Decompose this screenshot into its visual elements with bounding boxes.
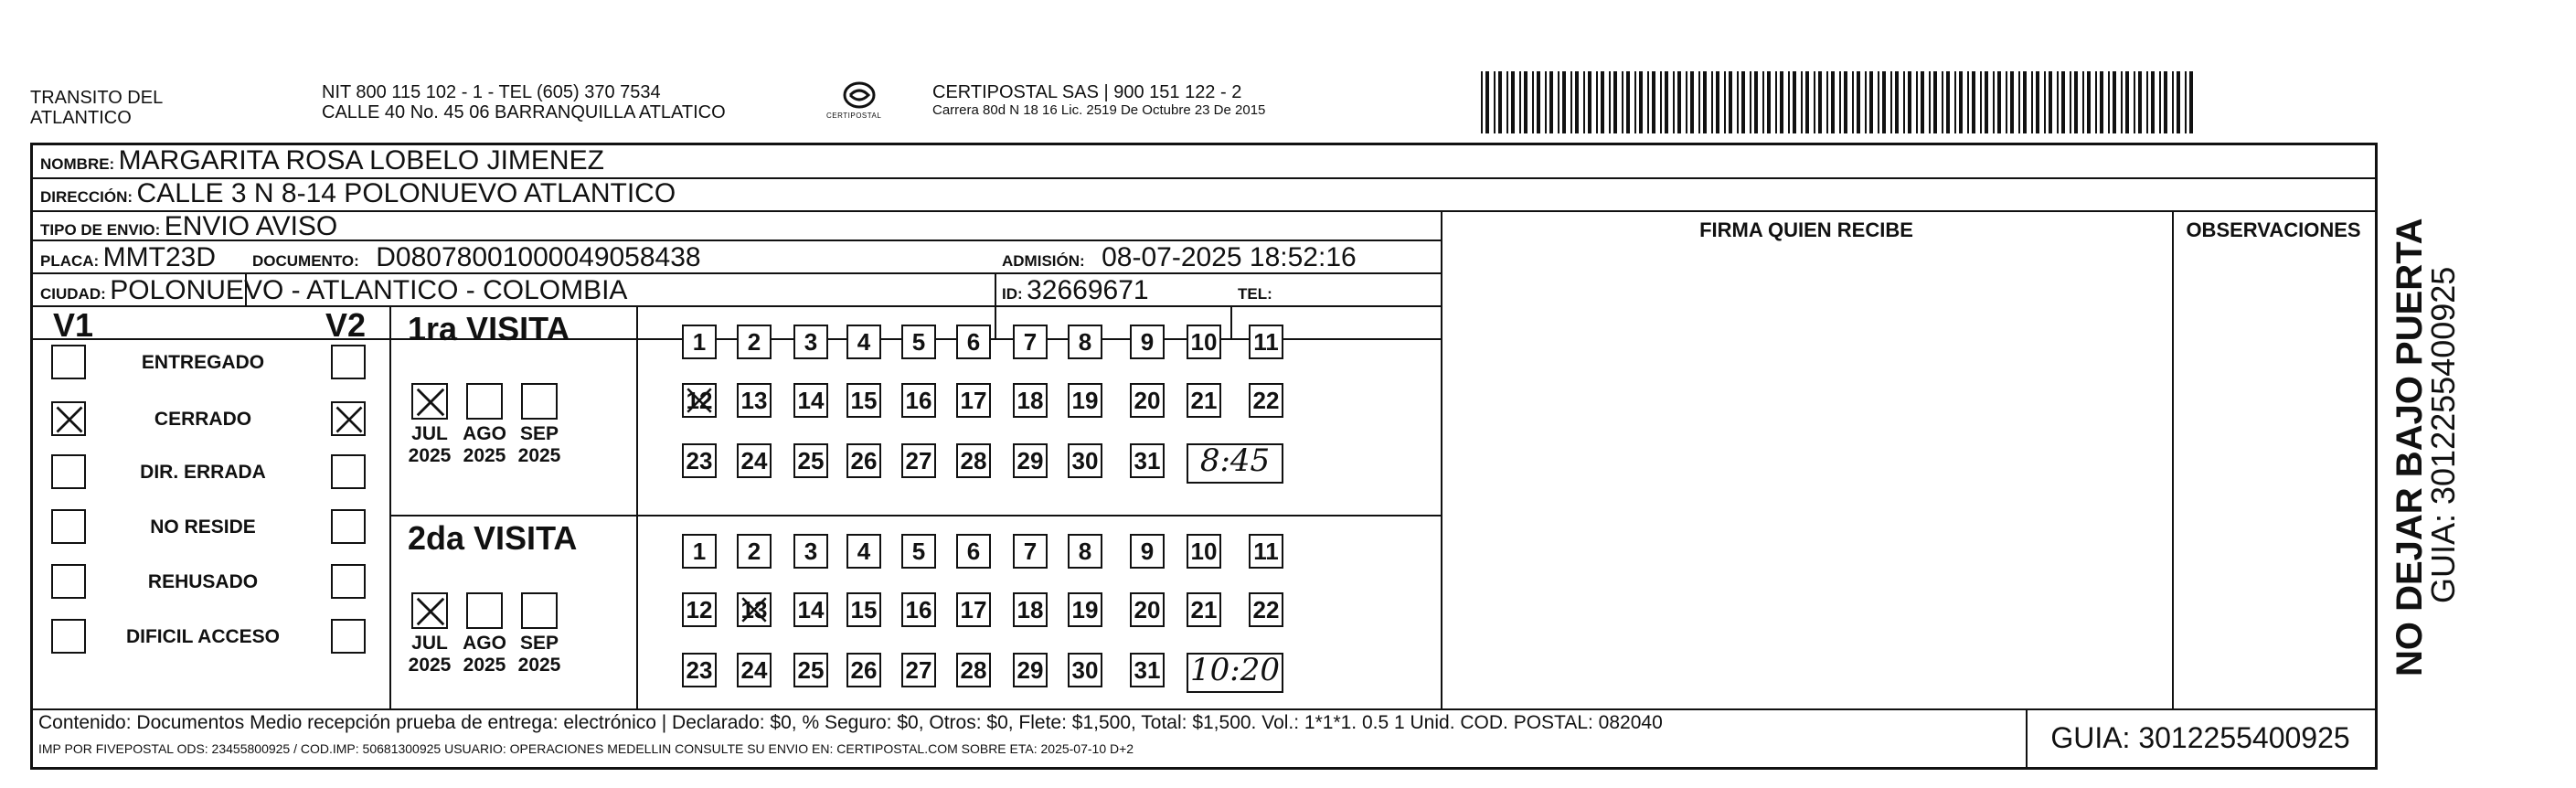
day-number: 10 <box>1190 538 1218 565</box>
handwritten-time: 8:45 <box>1199 442 1271 479</box>
day-number: 26 <box>850 656 878 684</box>
v2-checkbox-2[interactable] <box>331 454 366 489</box>
day-box[interactable] <box>793 383 828 418</box>
day-box[interactable] <box>846 592 881 627</box>
day-box[interactable] <box>901 653 936 687</box>
tipo-value: ENVIO AVISO <box>164 211 338 241</box>
day-number: 15 <box>850 387 878 414</box>
day-number: 24 <box>740 447 768 474</box>
day-number: 24 <box>740 656 768 684</box>
logo-icon <box>823 79 896 130</box>
day-number: 22 <box>1252 387 1280 414</box>
day-box[interactable] <box>737 592 772 627</box>
month-label <box>514 633 565 676</box>
day-box[interactable] <box>1068 443 1102 478</box>
day-box[interactable] <box>737 534 772 569</box>
day-number: 9 <box>1140 328 1155 356</box>
day-number: 7 <box>1023 538 1038 565</box>
day-number: 8 <box>1078 538 1092 565</box>
day-box[interactable] <box>901 534 936 569</box>
day-box[interactable] <box>846 443 881 478</box>
day-number: 12 <box>686 596 713 623</box>
day-box[interactable] <box>1013 653 1048 687</box>
day-box[interactable] <box>737 443 772 478</box>
month-checkbox[interactable] <box>521 592 558 629</box>
day-number: 30 <box>1071 447 1099 474</box>
day-number: 28 <box>960 447 987 474</box>
v2-checkbox-4[interactable] <box>331 564 366 599</box>
day-number: 21 <box>1190 596 1218 623</box>
month-year: 2025 <box>517 445 561 466</box>
month-label <box>459 423 510 467</box>
day-box[interactable] <box>956 383 991 418</box>
month-checkbox[interactable] <box>466 383 503 420</box>
address-line: CALLE 40 No. 45 06 BARRANQUILLA ATLATICO <box>322 102 726 122</box>
day-box[interactable] <box>1013 325 1048 359</box>
firma-header: FIRMA QUIEN RECIBE <box>1699 218 1913 241</box>
day-box[interactable] <box>846 325 881 359</box>
day-number: 15 <box>850 596 878 623</box>
day-number: 19 <box>1071 387 1099 414</box>
month-year: 2025 <box>408 445 452 466</box>
day-box[interactable] <box>846 383 881 418</box>
day-box[interactable] <box>1249 325 1283 359</box>
id-value: 32669671 <box>1027 275 1149 305</box>
day-box[interactable] <box>1187 325 1221 359</box>
observaciones-header: OBSERVACIONES <box>2186 218 2361 241</box>
day-number: 31 <box>1134 447 1161 474</box>
day-number: 6 <box>966 328 981 356</box>
handwritten-time-box[interactable] <box>1187 443 1283 484</box>
month-name: JUL <box>411 633 448 654</box>
x-mark-icon <box>53 403 86 436</box>
ciudad-value: POLONUEVO - ATLANTICO - COLOMBIA <box>110 275 628 305</box>
tipo-label: TIPO DE ENVIO: <box>40 221 161 239</box>
month-year: 2025 <box>408 655 452 676</box>
day-box[interactable] <box>901 325 936 359</box>
admision-value: 08-07-2025 18:52:16 <box>1102 242 1357 272</box>
day-number: 1 <box>692 538 707 565</box>
documento-field <box>252 242 701 273</box>
placa-value: MMT23D <box>102 242 217 272</box>
direccion-row <box>40 178 676 209</box>
day-number: 14 <box>797 387 825 414</box>
day-number: 3 <box>804 328 818 356</box>
month-label <box>404 423 455 467</box>
month-checkbox[interactable] <box>521 383 558 420</box>
day-box[interactable] <box>1068 534 1102 569</box>
courier-info <box>932 82 1265 119</box>
v1-checkbox-4[interactable] <box>51 564 86 599</box>
logo-caption: CERTIPOSTAL <box>826 112 882 120</box>
footer-content-line: Contenido: Documentos Medio recepción prueba de entrega: electrónico | Declarado: $0, % Seguro: $0, Otros: $0, Flete: $1,500, Total: $1,500. Vol.: 1*1*1. 0.5 1 Unid. COD. POSTAL: 082040 <box>38 712 1663 733</box>
day-box[interactable] <box>1249 592 1283 627</box>
day-number: 9 <box>1140 538 1155 565</box>
day-number: 11 <box>1253 538 1279 565</box>
day-box[interactable] <box>1187 534 1221 569</box>
day-number: 27 <box>905 656 932 684</box>
nombre-row <box>40 145 604 176</box>
day-number: 25 <box>797 656 825 684</box>
tel-label: TEL: <box>1238 285 1272 303</box>
admision-label: ADMISIÓN: <box>1002 252 1085 270</box>
org-contact <box>322 82 726 122</box>
status-option-label: NO RESIDE <box>150 516 256 538</box>
day-box[interactable] <box>1187 383 1221 418</box>
placa-row <box>40 242 216 273</box>
day-box[interactable] <box>1068 383 1102 418</box>
day-number: 25 <box>797 447 825 474</box>
nombre-value: MARGARITA ROSA LOBELO JIMENEZ <box>118 145 604 176</box>
day-number: 20 <box>1134 387 1161 414</box>
day-box[interactable] <box>682 443 717 478</box>
day-number: 14 <box>797 596 825 623</box>
handwritten-time-box[interactable] <box>1187 653 1283 693</box>
certipostal-logo <box>823 79 896 130</box>
day-box[interactable] <box>682 534 717 569</box>
visit-title: 1ra VISITA <box>408 310 570 347</box>
nombre-label: NOMBRE: <box>40 155 115 173</box>
day-box[interactable] <box>1068 325 1102 359</box>
day-number: 4 <box>857 538 871 565</box>
v2-label: V2 <box>325 306 367 344</box>
day-box[interactable] <box>956 443 991 478</box>
day-box[interactable] <box>793 534 828 569</box>
day-box[interactable] <box>1013 383 1048 418</box>
month-label <box>404 633 455 676</box>
day-box[interactable] <box>737 383 772 418</box>
footer-imp-line: IMP POR FIVEPOSTAL ODS: 23455800925 / COD.IMP: 50681300925 USUARIO: OPERACIONES MEDELLIN CONSULTE SU ENVIO EN: CERTIPOSTAL.COM SOBRE ETA: 2025-07-10 D+2 <box>38 741 1134 756</box>
v2-checkbox-3[interactable] <box>331 509 366 544</box>
day-box[interactable] <box>956 592 991 627</box>
nit-line: NIT 800 115 102 - 1 - TEL (605) 370 7534 <box>322 82 661 102</box>
ciudad-row <box>40 275 627 306</box>
v1-checkbox-0[interactable] <box>51 345 86 379</box>
tipo-row <box>40 211 337 242</box>
day-number: 11 <box>1253 328 1279 356</box>
org-name <box>30 88 163 128</box>
documento-value: D08078001000049058438 <box>376 242 701 272</box>
handwritten-time: 10:20 <box>1190 652 1280 688</box>
day-box[interactable] <box>901 383 936 418</box>
day-box[interactable] <box>682 592 717 627</box>
day-number: 2 <box>747 328 761 356</box>
day-box[interactable] <box>1130 383 1165 418</box>
day-number: 5 <box>911 538 926 565</box>
day-box[interactable] <box>1068 592 1102 627</box>
day-box[interactable] <box>956 653 991 687</box>
v1-label: V1 <box>53 306 94 344</box>
day-number: 23 <box>686 447 713 474</box>
day-number: 18 <box>1017 387 1044 414</box>
direccion-value: CALLE 3 N 8-14 POLONUEVO ATLANTICO <box>136 178 676 208</box>
day-box[interactable] <box>793 325 828 359</box>
day-number: 8 <box>1078 328 1092 356</box>
day-box[interactable] <box>901 592 936 627</box>
barcode <box>1481 71 2196 133</box>
status-option-label: REHUSADO <box>147 571 259 592</box>
day-box[interactable] <box>901 443 936 478</box>
day-box[interactable] <box>846 534 881 569</box>
barcode-icon <box>1481 71 2196 133</box>
day-box[interactable] <box>682 383 717 418</box>
day-box[interactable] <box>793 592 828 627</box>
day-box[interactable] <box>1249 383 1283 418</box>
day-number: 12 <box>686 387 713 414</box>
day-number: 10 <box>1190 328 1218 356</box>
day-number: 22 <box>1252 596 1280 623</box>
day-number: 13 <box>740 596 768 623</box>
day-box[interactable] <box>956 534 991 569</box>
tel-field <box>1238 275 1272 306</box>
day-box[interactable] <box>737 325 772 359</box>
day-number: 26 <box>850 447 878 474</box>
v1-checkbox-1[interactable] <box>51 401 86 436</box>
day-box[interactable] <box>1187 592 1221 627</box>
v1-checkbox-5[interactable] <box>51 619 86 654</box>
day-box[interactable] <box>1130 325 1165 359</box>
day-number: 19 <box>1071 596 1099 623</box>
day-number: 31 <box>1134 656 1161 684</box>
footer-guia: GUIA: 3012255400925 <box>2050 721 2350 754</box>
x-mark-icon <box>413 594 448 629</box>
direccion-label: DIRECCIÓN: <box>40 188 133 206</box>
day-box[interactable] <box>1013 592 1048 627</box>
day-box[interactable] <box>1249 534 1283 569</box>
org-line2: ATLANTICO <box>30 108 132 128</box>
day-box[interactable] <box>793 443 828 478</box>
day-number: 17 <box>960 387 987 414</box>
day-number: 2 <box>747 538 761 565</box>
day-number: 20 <box>1134 596 1161 623</box>
day-box[interactable] <box>1068 653 1102 687</box>
day-number: 29 <box>1017 656 1044 684</box>
day-box[interactable] <box>1130 443 1165 478</box>
month-label <box>514 423 565 467</box>
month-name: JUL <box>411 423 448 444</box>
ciudad-label: CIUDAD: <box>40 285 106 303</box>
day-box[interactable] <box>1013 443 1048 478</box>
day-number: 29 <box>1017 447 1044 474</box>
month-checkbox[interactable] <box>466 592 503 629</box>
day-number: 7 <box>1023 328 1038 356</box>
no-dejar-bajo-puerta: NO DEJAR BAJO PUERTA <box>2390 218 2430 676</box>
month-year: 2025 <box>463 445 506 466</box>
id-label: ID: <box>1002 285 1023 303</box>
month-name: AGO <box>463 423 506 444</box>
status-option-label: CERRADO <box>154 409 252 430</box>
day-box[interactable] <box>682 325 717 359</box>
v1-checkbox-2[interactable] <box>51 454 86 489</box>
placa-label: PLACA: <box>40 252 100 270</box>
status-option-label: DIFICIL ACCESO <box>125 626 280 647</box>
day-box[interactable] <box>846 653 881 687</box>
day-number: 17 <box>960 596 987 623</box>
day-number: 16 <box>905 596 932 623</box>
month-name: SEP <box>519 633 559 654</box>
month-name: AGO <box>463 633 506 654</box>
courier-line2: Carrera 80d N 18 16 Lic. 2519 De Octubre 23 De 2015 <box>932 102 1266 118</box>
side-guia: GUIA: 3012255400925 <box>2424 266 2462 603</box>
day-number: 1 <box>692 328 707 356</box>
day-number: 6 <box>966 538 981 565</box>
month-checkbox[interactable] <box>411 592 448 629</box>
day-number: 30 <box>1071 656 1099 684</box>
month-checkbox[interactable] <box>411 383 448 420</box>
day-number: 4 <box>857 328 871 356</box>
courier-line1: CERTIPOSTAL SAS | 900 151 122 - 2 <box>932 82 1242 102</box>
v2-checkbox-1[interactable] <box>331 401 366 436</box>
day-box[interactable] <box>956 325 991 359</box>
day-box[interactable] <box>1130 534 1165 569</box>
month-label <box>459 633 510 676</box>
day-number: 18 <box>1017 596 1044 623</box>
org-line1: TRANSITO DEL <box>30 88 164 108</box>
delivery-form <box>30 143 2378 770</box>
day-box[interactable] <box>1130 653 1165 687</box>
day-number: 16 <box>905 387 932 414</box>
visit-title: 2da VISITA <box>408 519 578 557</box>
admision-field <box>1002 242 1357 273</box>
v2-checkbox-5[interactable] <box>331 619 366 654</box>
day-box[interactable] <box>793 653 828 687</box>
day-number: 3 <box>804 538 818 565</box>
x-mark-icon <box>739 594 770 625</box>
month-year: 2025 <box>517 655 561 676</box>
day-number: 27 <box>905 447 932 474</box>
x-mark-icon <box>684 385 715 416</box>
documento-label: DOCUMENTO: <box>252 252 359 270</box>
day-number: 21 <box>1190 387 1218 414</box>
day-box[interactable] <box>1130 592 1165 627</box>
status-option-label: DIR. ERRADA <box>140 462 266 483</box>
v2-checkbox-0[interactable] <box>331 345 366 379</box>
status-option-label: ENTREGADO <box>141 352 265 373</box>
day-box[interactable] <box>682 653 717 687</box>
x-mark-icon <box>413 385 448 420</box>
month-year: 2025 <box>463 655 506 676</box>
day-box[interactable] <box>1013 534 1048 569</box>
v1-checkbox-3[interactable] <box>51 509 86 544</box>
month-name: SEP <box>519 423 559 444</box>
x-mark-icon <box>333 403 366 436</box>
day-number: 13 <box>740 387 768 414</box>
day-number: 28 <box>960 656 987 684</box>
day-number: 23 <box>686 656 713 684</box>
day-box[interactable] <box>737 653 772 687</box>
day-number: 5 <box>911 328 926 356</box>
id-field <box>1002 275 1149 306</box>
